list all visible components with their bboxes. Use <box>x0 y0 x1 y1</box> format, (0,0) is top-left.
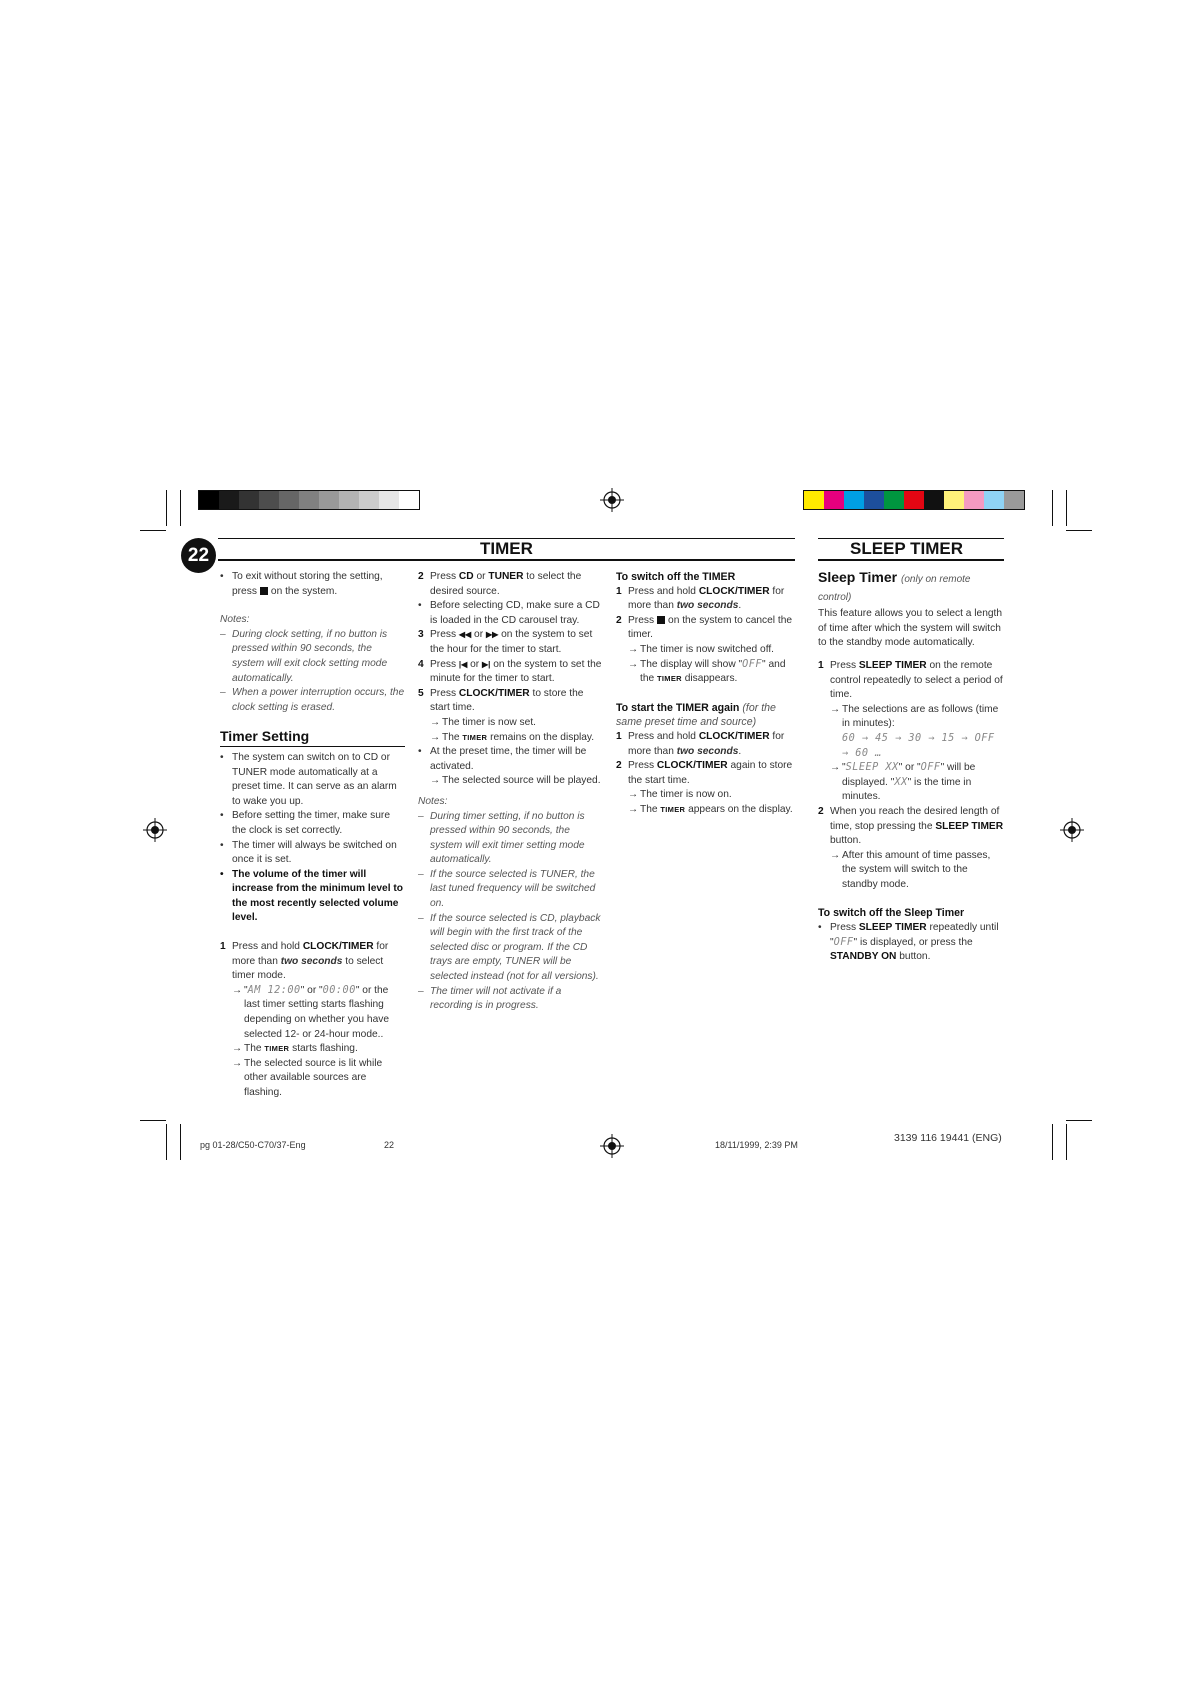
crop-mark <box>180 1124 181 1160</box>
section-header-sleep-timer: SLEEP TIMER <box>850 539 964 558</box>
column-2 <box>418 570 603 1014</box>
step-2: 2 Press CLOCK/TIMER again to store the start time. <box>616 760 793 786</box>
list-item: • The volume of the timer will increase from the minimum level to the most recently selected volume level. <box>220 868 403 924</box>
subsection-title-start-timer-again: To start the TIMER again (for the same preset time and source) <box>616 701 776 729</box>
grayscale-calibration-bar <box>198 490 420 510</box>
list-item: • Before selecting CD, make sure a CD is loaded in the CD carousel tray. <box>418 600 600 626</box>
result-item: → The display will show "OFF" and the TIMER disappears. <box>628 658 786 685</box>
result-item: → The selected source will be played. <box>430 775 601 787</box>
stop-icon <box>657 616 665 624</box>
gray-swatch <box>359 491 379 509</box>
color-swatch <box>984 491 1004 509</box>
column-3 <box>616 570 801 818</box>
page-number-badge: 22 <box>181 538 216 573</box>
section-rule <box>220 746 405 747</box>
registration-mark-top <box>600 488 624 512</box>
color-swatch <box>844 491 864 509</box>
result-item: → The TIMER appears on the display. <box>628 803 793 815</box>
color-swatch <box>904 491 924 509</box>
color-swatch <box>884 491 904 509</box>
crop-mark <box>1066 490 1067 526</box>
intro-text: This feature allows you to select a length of time after which the system will switch to the standby mode automatically. <box>818 608 1003 649</box>
crop-mark <box>1066 530 1092 531</box>
color-swatch <box>1004 491 1024 509</box>
gray-swatch <box>199 491 219 509</box>
crop-mark <box>1066 1124 1067 1160</box>
footer-page: 22 <box>384 1140 395 1150</box>
section-title-sleep-timer: Sleep Timer (only on remote control) <box>818 569 971 603</box>
stop-icon <box>260 587 268 595</box>
result-item: → The selected source is lit while other available sources are flashing. <box>232 1057 383 1098</box>
note-item: – During timer setting, if no button is pressed within 90 seconds, the system will exit timer setting mode automatically. <box>418 810 585 866</box>
gray-swatch <box>339 491 359 509</box>
result-item: → The TIMER remains on the display. <box>430 731 595 743</box>
crop-mark <box>1052 490 1053 526</box>
crop-mark <box>166 490 167 526</box>
section-title-timer-setting: Timer Setting <box>220 728 310 745</box>
step-2: 2 Press on the system to cancel the timer. <box>616 614 793 641</box>
footer-file: pg 01-28/C50-C70/37-Eng <box>200 1140 306 1150</box>
registration-mark-bottom <box>600 1134 624 1158</box>
list-item: • The timer will always be switched on once it is set. <box>220 839 397 866</box>
fast-forward-icon: ▶▶ <box>485 630 499 640</box>
subsection-title-switch-off-timer: To switch off the TIMER <box>616 571 736 583</box>
note-item: – If the source selected is CD, playback will begin with the first track of the selected disc or program. If the CD trays are empty, TUNER will be selected instead (not for all versions). <box>418 912 601 983</box>
list-item: • Press SLEEP TIMER repeatedly until "OFF" is displayed, or press the STANDBY ON button. <box>818 922 999 963</box>
gray-swatch <box>379 491 399 509</box>
result-item: → The TIMER starts flashing. <box>232 1043 358 1055</box>
gray-swatch <box>259 491 279 509</box>
gray-swatch <box>399 491 419 509</box>
gray-swatch <box>299 491 319 509</box>
color-swatch <box>804 491 824 509</box>
crop-mark <box>140 530 166 531</box>
note-item: – If the source selected is TUNER, the last tuned frequency will be switched on. <box>418 868 596 910</box>
column-1 <box>220 570 405 1101</box>
result-item: → "SLEEP XX" or "OFF" will be displayed. "XX" is the time in minutes. <box>830 762 976 803</box>
note-item: – The timer will not activate if a recording is in progress. <box>418 985 562 1012</box>
gray-swatch <box>219 491 239 509</box>
notes-block <box>220 613 405 715</box>
sleep-sequence: 60 → 45 → 30 → 15 → OFF → 60 … <box>842 732 995 759</box>
result-item: → The timer is now on. <box>628 789 732 801</box>
column-4 <box>818 570 1004 965</box>
header-underline-left <box>218 559 795 561</box>
gray-swatch <box>319 491 339 509</box>
section-header-timer: TIMER <box>480 539 533 558</box>
list-item: • At the preset time, the timer will be activated. <box>418 746 587 772</box>
previous-track-icon: |◀ <box>458 659 468 669</box>
step-1: 1 Press and hold CLOCK/TIMER for more than two seconds to select timer mode. <box>220 941 389 982</box>
list-item: • The system can switch on to CD or TUNER mode automatically at a preset time. It can serve as an alarm to wake you up. <box>220 751 397 807</box>
registration-mark-left <box>143 818 167 842</box>
notes-label: Notes: <box>418 795 448 807</box>
step-2: 2 When you reach the desired length of time, stop pressing the SLEEP TIMER button. <box>818 805 1004 847</box>
footer-code: 3139 116 19441 (ENG) <box>894 1132 1002 1144</box>
gray-swatch <box>279 491 299 509</box>
note-item: – During clock setting, if no button is pressed within 90 seconds, the system will exit clock setting mode automatically. <box>220 628 388 684</box>
result-item: → The timer is now set. <box>430 716 536 728</box>
crop-mark <box>180 490 181 526</box>
step-1: 1 Press and hold CLOCK/TIMER for more than two seconds. <box>616 585 785 612</box>
color-swatch <box>924 491 944 509</box>
list-item: • To exit without storing the setting, press on the system. <box>220 571 383 597</box>
color-calibration-bar <box>803 490 1025 510</box>
color-swatch <box>824 491 844 509</box>
crop-mark <box>1052 1124 1053 1160</box>
step-1: 1 Press SLEEP TIMER on the remote control repeatedly to select a period of time. <box>818 659 1003 701</box>
registration-mark-right <box>1060 818 1084 842</box>
color-swatch <box>964 491 984 509</box>
crop-mark <box>1066 1120 1092 1121</box>
header-underline-right <box>818 559 1004 561</box>
step-5: 5 Press CLOCK/TIMER to store the start time. <box>418 687 584 714</box>
notes-block <box>418 795 603 1014</box>
note-item: – When a power interruption occurs, the clock setting is erased. <box>220 687 405 713</box>
step-2: 2 Press CD or TUNER to select the desired source. <box>418 571 582 597</box>
step-1: 1 Press and hold CLOCK/TIMER for more than two seconds. <box>616 730 785 757</box>
color-swatch <box>864 491 884 509</box>
crop-mark <box>140 1120 166 1121</box>
next-track-icon: ▶| <box>482 659 491 669</box>
subsection-title-switch-off-sleep-timer: To switch off the Sleep Timer <box>818 907 965 920</box>
step-4: 4 Press |◀ or ▶| on the system to set the minute for the timer to start. <box>418 658 602 685</box>
result-item: → The timer is now switched off. <box>628 643 774 655</box>
notes-label: Notes: <box>220 614 250 626</box>
rewind-icon: ◀◀ <box>458 630 472 640</box>
result-item: → The selections are as follows (time in minutes): 60 → 45 → 30 → 15 → OFF → 60 … <box>830 703 999 759</box>
result-item: → After this amount of time passes, the system will switch to the standby mode. <box>830 849 991 890</box>
color-swatch <box>944 491 964 509</box>
crop-mark <box>166 1124 167 1160</box>
list-item: • Before setting the timer, make sure the clock is set correctly. <box>220 810 390 836</box>
gray-swatch <box>239 491 259 509</box>
step-3: 3 Press ◀◀ or ▶▶ on the system to set the hour for the timer to start. <box>418 629 593 655</box>
result-item: → "AM 12:00" or "00:00" or the last timer setting starts flashing depending on whether you have selected 12- or 24-hour mode.. <box>232 984 390 1040</box>
footer-date: 18/11/1999, 2:39 PM <box>715 1140 798 1150</box>
